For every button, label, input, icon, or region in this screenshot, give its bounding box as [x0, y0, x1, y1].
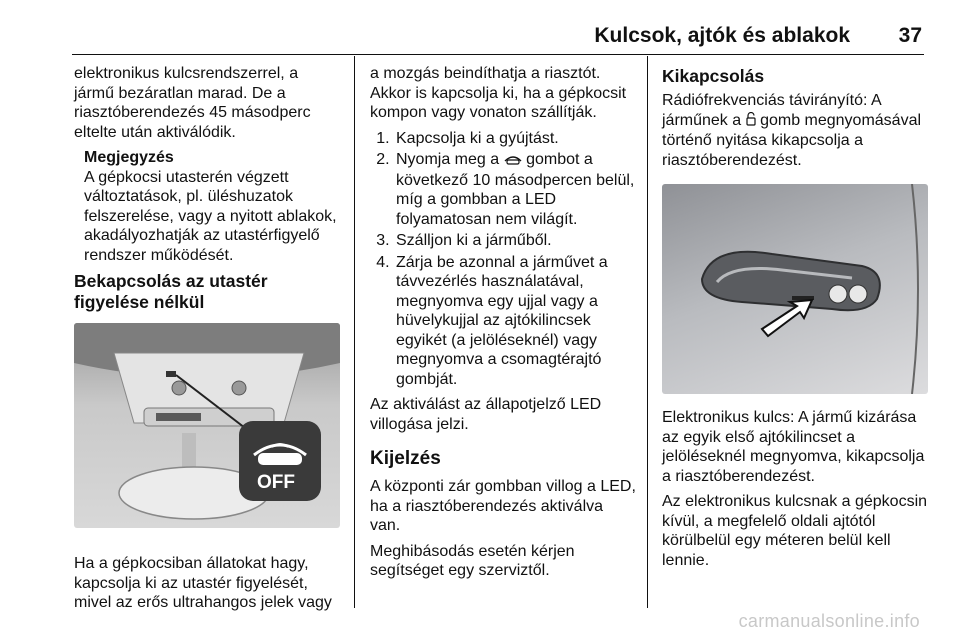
col2-paragraph-1: a mozgás beindíthatja a riasztót. Akkor is kapcsolja ki, ha a gépkocsit kompon vagy vonaton szállítják.	[370, 65, 627, 121]
list-item	[394, 150, 636, 229]
col2-paragraph-4: Meghibásodás esetén kérjen segítséget egy szerviztől.	[370, 542, 575, 579]
step-2-start: Nyomja meg a	[396, 151, 500, 168]
list-item: 3. Szálljon ki a járműből.	[394, 231, 636, 251]
col3-paragraph-1	[662, 91, 930, 170]
unlock-padlock-icon	[746, 112, 756, 132]
note-title: Megjegyzés	[84, 149, 174, 166]
column-2	[370, 64, 636, 587]
header-divider	[72, 54, 924, 55]
column-3	[662, 64, 930, 576]
column-divider-1	[354, 56, 355, 608]
door-handle-illustration	[662, 184, 928, 394]
steps-list	[370, 129, 636, 390]
list-item: 4. Zárja be azonnal a járművet a távvezérlés használatával, megnyomva egy ujjal vagy a hüvelykujjal az ajtókilincsek egyikét (a jelöléseknél) vagy megnyomva a csomagtérajtó gombját.	[394, 253, 636, 390]
col3-paragraph-2: Elektronikus kulcs: A jármű kizárása az egyik első ajtókilincset a jelöléseknél megnyomva, kikapcsolja a riasztóberendezést.	[662, 409, 925, 485]
off-label: OFF	[257, 472, 295, 493]
note-box	[84, 148, 340, 265]
page-title: Kulcsok, ajtók és ablakok	[594, 24, 850, 47]
heading-without-monitoring: Bekapcsolás az utastér figyelése nélkül	[74, 271, 268, 312]
col1-paragraph-1: elektronikus kulcsrendszerrel, a jármű bezáratlan marad. De a riasztóberendezés 45 másodperc eltelte után aktiválódik.	[74, 65, 311, 141]
col3-paragraph-3: Az elektronikus kulcsnak a gépkocsin kívül, a megfelelő oldali ajtótól körülbelül egy méteren belül kell lennie.	[662, 493, 928, 569]
overhead-console-photo	[74, 323, 340, 528]
watermark: carmanualsonline.info	[738, 611, 920, 631]
col2-paragraph-2: Az aktiválást az állapotjelző LED villogása jelzi.	[370, 396, 602, 433]
column-1	[74, 64, 340, 619]
door-handle-photo	[662, 184, 928, 394]
overhead-console-illustration	[74, 323, 340, 528]
note-text: A gépkocsi utasterén végzett változtatások, pl. üléshuzatok felszerelése, vagy a nyitott ablakok, akadályozhatják az utastérfigyelő rendszer működését.	[84, 168, 337, 264]
page-header	[0, 0, 960, 50]
col3-paragraph-1b: gomb megnyomásával történő nyitása kikapcsolja a riasztóberendezést.	[662, 111, 922, 169]
col3-paragraph-1a: Rádiófrekvenciás távirányító: A járműnek a	[662, 92, 881, 129]
column-divider-2	[647, 56, 648, 608]
heading-indication: Kijelzés	[370, 448, 441, 469]
col2-paragraph-3: A központi zár gombban villog a LED, ha a riasztóberendezés aktiválva van.	[370, 478, 636, 534]
list-item: 1. Kapcsolja ki a gyújtást.	[394, 129, 636, 149]
col1-paragraph-2: Ha a gépkocsiban állatokat hagy, kapcsolja ki az utastér figyelését, mivel az erős ultrahangos jelek vagy	[74, 555, 332, 611]
step-2-end: gombot a következő 10 másodpercen belül, míg a gombban a LED folyamatosan nem világít.	[396, 151, 635, 228]
interior-monitoring-icon	[504, 151, 522, 171]
page-number: 37	[898, 24, 922, 47]
heading-deactivation: Kikapcsolás	[662, 66, 765, 86]
